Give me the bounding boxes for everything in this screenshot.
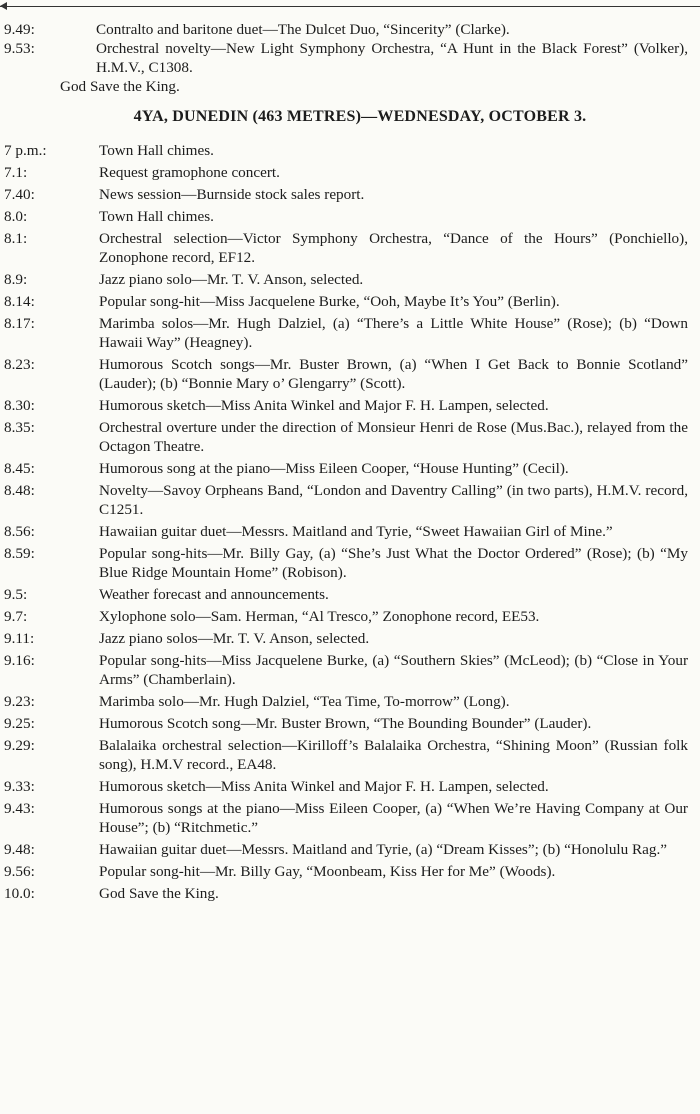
entry-time: 9.56: — [4, 863, 35, 880]
entry-text: Hawaiian guitar duet—Messrs. Maitland and Tyrie, (a) “Dream Kisses”; (b) “Honolulu Rag.” — [99, 841, 668, 858]
entry-time: 8.59: — [4, 545, 35, 562]
entry-text: Contralto and baritone duet—The Dulcet Duo, “Sincerity” (Clarke). — [96, 21, 510, 38]
entry-text: Hawaiian guitar duet—Messrs. Maitland and Tyrie, “Sweet Hawaiian Girl of Mine.” — [99, 523, 613, 540]
entry-time: 9.16: — [4, 652, 35, 669]
programme-entry — [0, 20, 700, 39]
programme-entry — [0, 777, 700, 796]
entry-text: Humorous song at the piano—Miss Eileen Cooper, “House Hunting” (Cecil). — [99, 460, 569, 477]
programme-entry — [0, 418, 700, 456]
entry-text: Balalaika orchestral selection—Kirilloff’s Balalaika Orchestra, “Shining Moon” (Russian folk song), H.M.V record., EA48. — [99, 737, 688, 773]
entry-time: 9.43: — [4, 800, 35, 817]
entry-text: Popular song-hits—Mr. Billy Gay, (a) “She’s Just What the Doctor Ordered” (Rose); (b) “My Blue Ridge Mountain Home” (Robison). — [99, 545, 688, 581]
entry-text: Orchestral novelty—New Light Symphony Orchestra, “A Hunt in the Black Forest” (Volker), H.M.V., C1308. — [96, 40, 688, 76]
entry-time: 9.53: — [4, 40, 35, 57]
entry-text: Humorous sketch—Miss Anita Winkel and Major F. H. Lampen, selected. — [99, 778, 549, 795]
programme-page — [0, 20, 700, 903]
programme-entry — [0, 544, 700, 582]
programme-entry — [0, 207, 700, 226]
closing-line: God Save the King. — [60, 78, 180, 95]
programme-entry — [0, 862, 700, 881]
entry-text: God Save the King. — [99, 885, 219, 902]
entry-time: 9.48: — [4, 841, 35, 858]
station-heading: 4YA, DUNEDIN (463 METRES)—WEDNESDAY, OCTOBER 3. — [133, 108, 587, 125]
entry-time: 8.17: — [4, 315, 35, 332]
entry-text: Popular song-hits—Miss Jacquelene Burke, (a) “Southern Skies” (McLeod); (b) “Close in Your Arms” (Chamberlain). — [99, 652, 688, 688]
programme-entry — [0, 629, 700, 648]
programme-entry — [0, 522, 700, 541]
programme-entry — [0, 585, 700, 604]
entry-time: 10.0: — [4, 885, 35, 902]
programme-entry — [0, 396, 700, 415]
entry-text: Orchestral selection—Victor Symphony Orchestra, “Dance of the Hours” (Ponchiello), Zonophone record, EF12. — [99, 230, 688, 266]
entry-text: Marimba solos—Mr. Hugh Dalziel, (a) “There’s a Little White House” (Rose); (b) “Down Hawaii Way” (Heagney). — [99, 315, 688, 351]
entry-time: 9.5: — [4, 586, 28, 603]
entry-text: Humorous Scotch songs—Mr. Buster Brown, (a) “When I Get Back to Bonnie Scotland” (Lauder); (b) “Bonnie Mary o’ Glengarry” (Scott). — [99, 356, 688, 392]
entry-time: 8.56: — [4, 523, 35, 540]
entry-time: 8.35: — [4, 419, 35, 436]
entry-time: 8.1: — [4, 230, 28, 247]
entry-time: 9.49: — [4, 21, 35, 38]
entry-text: Novelty—Savoy Orpheans Band, “London and Daventry Calling” (in two parts), H.M.V. record, C1251. — [99, 482, 688, 518]
programme-entry — [0, 39, 700, 77]
programme-entry — [0, 270, 700, 289]
entry-text: Humorous songs at the piano—Miss Eileen Cooper, (a) “When We’re Having Company at Our House”; (b) “Ritchmetic.” — [99, 800, 688, 836]
entry-time: 8.30: — [4, 397, 35, 414]
entry-time: 8.0: — [4, 208, 28, 225]
entry-time: 9.7: — [4, 608, 28, 625]
entry-time: 8.9: — [4, 271, 28, 288]
entry-text: Town Hall chimes. — [99, 208, 214, 225]
entry-text: Popular song-hit—Miss Jacquelene Burke, “Ooh, Maybe It’s You” (Berlin). — [99, 293, 560, 310]
programme-list — [0, 141, 700, 903]
entry-time: 9.25: — [4, 715, 35, 732]
programme-entry — [0, 229, 700, 267]
programme-entry — [0, 799, 700, 837]
entry-time: 9.11: — [4, 630, 35, 647]
entry-text: Town Hall chimes. — [99, 142, 214, 159]
programme-entry — [0, 292, 700, 311]
entry-time: 7.40: — [4, 186, 35, 203]
programme-entry — [0, 714, 700, 733]
programme-entry — [0, 692, 700, 711]
programme-entry — [0, 651, 700, 689]
entry-text: Popular song-hit—Mr. Billy Gay, “Moonbeam, Kiss Her for Me” (Woods). — [99, 863, 556, 880]
entry-time: 9.29: — [4, 737, 35, 754]
entry-text: Request gramophone concert. — [99, 164, 280, 181]
top-rule — [0, 6, 700, 7]
entry-time: 7.1: — [4, 164, 28, 181]
entry-text: News session—Burnside stock sales report. — [99, 186, 365, 203]
entry-time: 8.48: — [4, 482, 35, 499]
programme-entry — [0, 185, 700, 204]
programme-entry — [0, 607, 700, 626]
entry-time: 9.33: — [4, 778, 35, 795]
entry-text: Jazz piano solo—Mr. T. V. Anson, selected. — [99, 271, 364, 288]
entry-text: Marimba solo—Mr. Hugh Dalziel, “Tea Time, To-morrow” (Long). — [99, 693, 510, 710]
programme-entry — [0, 481, 700, 519]
programme-entry — [0, 884, 700, 903]
entry-time: 9.23: — [4, 693, 35, 710]
entry-text: Humorous sketch—Miss Anita Winkel and Major F. H. Lampen, selected. — [99, 397, 549, 414]
programme-entry — [0, 163, 700, 182]
programme-entry — [0, 840, 700, 859]
programme-entry — [0, 141, 700, 160]
programme-entry — [0, 355, 700, 393]
entry-time: 8.23: — [4, 356, 35, 373]
entry-text: Orchestral overture under the direction of Monsieur Henri de Rose (Mus.Bac.), relayed from the Octagon Theatre. — [99, 419, 688, 455]
entry-time: 8.45: — [4, 460, 35, 477]
entry-text: Xylophone solo—Sam. Herman, “Al Tresco,” Zonophone record, EE53. — [99, 608, 540, 625]
entry-text: Jazz piano solos—Mr. T. V. Anson, selected. — [99, 630, 370, 647]
programme-entry — [0, 736, 700, 774]
entry-time: 7 p.m.: — [4, 142, 47, 159]
programme-entry — [0, 459, 700, 478]
entry-text: Humorous Scotch song—Mr. Buster Brown, “The Bounding Bounder” (Lauder). — [99, 715, 592, 732]
entry-time: 8.14: — [4, 293, 35, 310]
entry-text: Weather forecast and announcements. — [99, 586, 329, 603]
programme-entry — [0, 314, 700, 352]
